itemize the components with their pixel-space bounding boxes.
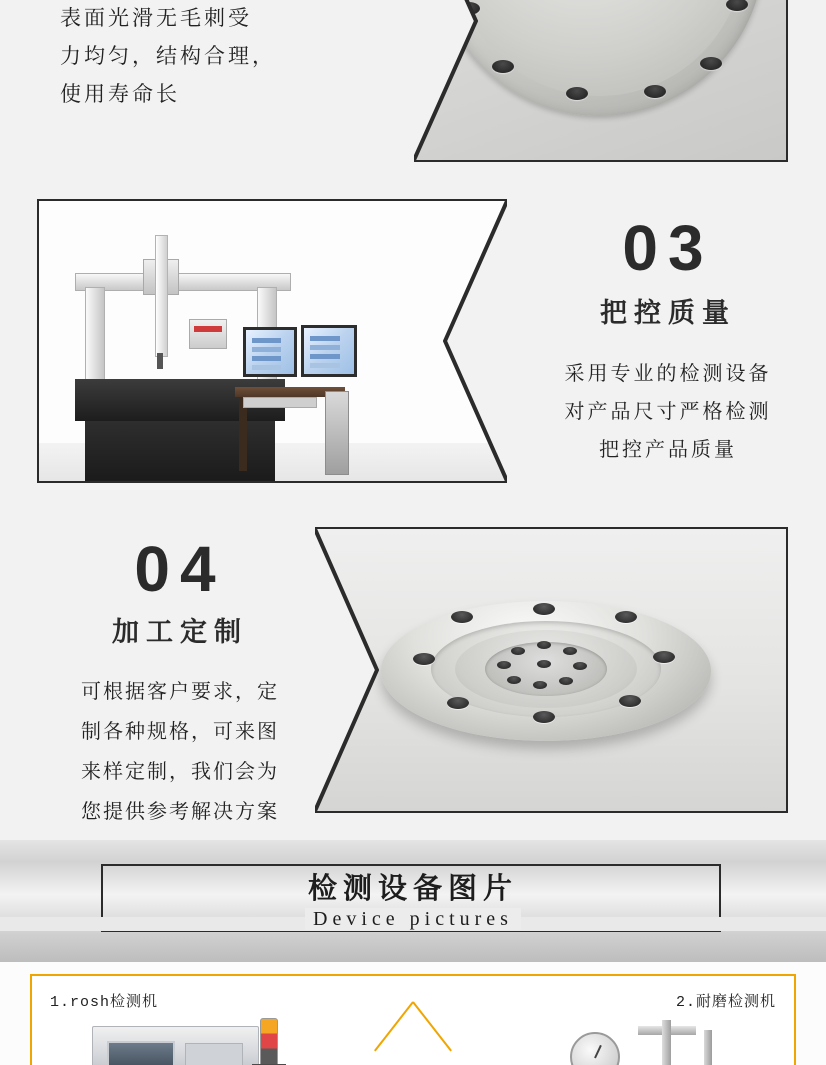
section-02-desc-line: 力均匀，结构合理， <box>60 45 276 68</box>
signal-tower <box>260 1018 278 1065</box>
inner-hole <box>511 647 525 655</box>
section-02-desc-line: 表面光滑无毛刺受 <box>60 7 252 30</box>
section-04-desc-line: 可根据客户要求，定 <box>81 681 279 703</box>
device-pictures-frame <box>30 974 796 1065</box>
inner-hole <box>507 676 521 684</box>
rosh-testing-machine-image <box>92 1018 292 1065</box>
section-04-desc-line: 来样定制，我们会为 <box>81 761 279 783</box>
inner-hole <box>533 681 547 689</box>
bolt-hole <box>619 695 641 707</box>
flange-hub <box>485 642 607 696</box>
machine-body <box>92 1026 259 1065</box>
cmm-photo <box>37 199 507 483</box>
center-hole <box>537 660 551 668</box>
bolt-hole <box>566 87 588 100</box>
section-03-text <box>523 212 813 469</box>
cmm-controller-box <box>189 319 227 349</box>
angled-corner-line <box>414 0 478 160</box>
section-04-subtitle: 加工定制 <box>112 617 248 647</box>
device-2-label: 2.耐磨检测机 <box>675 994 776 1011</box>
cmm-quill <box>155 235 168 357</box>
inner-hole <box>497 661 511 669</box>
section-04-text <box>40 533 320 832</box>
bolt-hole <box>653 651 675 663</box>
inner-hole <box>573 662 587 670</box>
section-04-number: 04 <box>134 533 226 605</box>
flange-closeup-photo <box>414 0 788 162</box>
inner-hole <box>559 677 573 685</box>
section-04-desc-line: 制各种规格，可来图 <box>81 721 279 743</box>
bolt-hole <box>492 60 514 73</box>
banner-subtitle-text: Device pictures <box>305 908 521 930</box>
test-post <box>662 1020 671 1065</box>
section-03-subtitle: 把控质量 <box>600 298 736 328</box>
bolt-hole <box>533 603 555 615</box>
section-03-desc-line: 对产品尺寸严格检测 <box>564 401 772 423</box>
computer-tower <box>325 391 349 475</box>
inner-hole <box>537 641 551 649</box>
banner-subtitle <box>0 908 826 931</box>
chevron-divider-icon <box>368 1002 458 1062</box>
bolt-hole <box>447 697 469 709</box>
device-item-1 <box>32 976 413 1065</box>
bolt-hole <box>644 85 666 98</box>
wear-testing-machine-image <box>534 1020 754 1065</box>
bolt-hole <box>413 653 435 665</box>
cmm-image <box>39 201 507 481</box>
bolt-hole <box>615 611 637 623</box>
monitor-right <box>301 325 357 377</box>
desk-leg <box>239 397 247 471</box>
bolt-hole <box>451 611 473 623</box>
flange-plate-image <box>315 529 786 811</box>
section-03-desc-line: 采用专业的检测设备 <box>564 363 772 385</box>
section-04 <box>0 524 826 823</box>
bolt-hole <box>533 711 555 723</box>
test-post-secondary <box>704 1030 712 1065</box>
angled-corner-line <box>315 529 379 811</box>
section-04-desc-line: 您提供参考解决方案 <box>81 801 279 823</box>
monitor-left <box>243 327 297 377</box>
device-pictures-section <box>0 962 826 1065</box>
keyboard <box>243 397 317 408</box>
gauge-dial <box>570 1032 620 1065</box>
machine-screen <box>107 1041 175 1065</box>
section-02-desc-line: 使用寿命长 <box>60 83 180 106</box>
device-pictures-banner <box>0 840 826 962</box>
inner-hole <box>563 647 577 655</box>
section-02 <box>0 0 826 160</box>
machine-panel <box>185 1043 243 1065</box>
section-03-number: 03 <box>622 212 714 284</box>
banner-title: 检测设备图片 <box>307 873 518 905</box>
cmm-upright-left <box>85 287 105 383</box>
section-03 <box>0 196 826 486</box>
section-03-desc-line: 把控产品质量 <box>599 439 737 461</box>
device-item-2 <box>413 976 794 1065</box>
cmm-probe <box>157 353 163 369</box>
bolt-hole <box>700 57 722 70</box>
angled-corner-line <box>443 201 507 481</box>
section-02-text <box>60 0 360 114</box>
device-1-label: 1.rosh检测机 <box>50 994 159 1011</box>
flange-plate-photo <box>315 527 788 813</box>
